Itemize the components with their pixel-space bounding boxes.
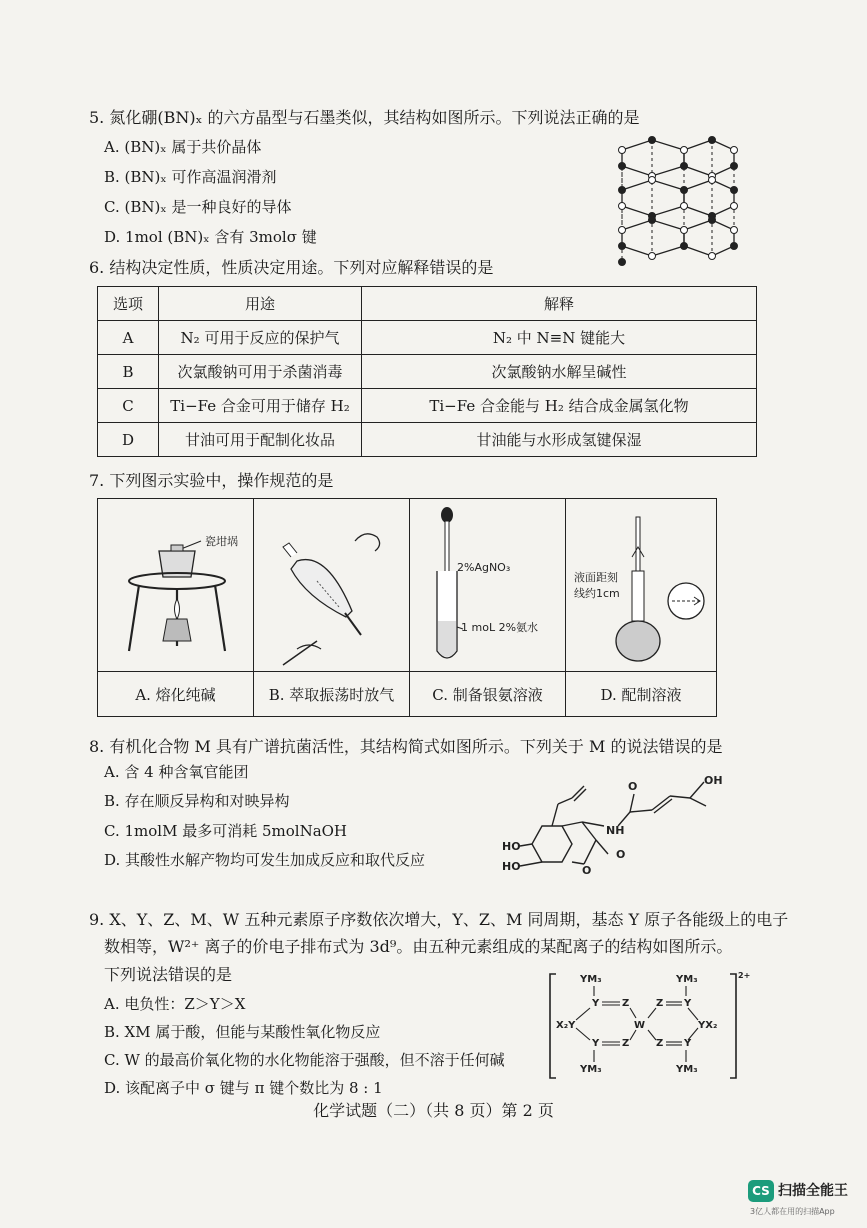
table-row <box>98 389 757 423</box>
q7-stem: 7. 下列图示实验中，操作规范的是 <box>89 471 334 490</box>
q5-option-b: B. (BN)ₓ 可作高温润滑剂 <box>104 168 277 186</box>
table-cell: A <box>98 321 159 355</box>
ho-label-2: HO <box>502 860 521 873</box>
q8-option-c: C. 1molM 最多可消耗 5molNaOH <box>104 822 348 840</box>
q8-option-a: A. 含 4 种含氧官能团 <box>104 763 249 781</box>
y-label: Y <box>592 998 600 1009</box>
flask-label-line2: 线约1cm <box>574 587 620 600</box>
q5-option-d: D. 1mol (BN)ₓ 含有 3molσ 键 <box>104 228 317 246</box>
q9-stem-line2: 数相等，W²⁺ 离子的价电子排布式为 3d⁹。由五种元素组成的某配离子的结构如图所示。 <box>104 937 733 956</box>
test-tube-dropper-icon <box>413 501 563 669</box>
table-cell: 甘油能与水形成氢键保湿 <box>362 423 757 457</box>
q7-figure-c <box>410 499 566 672</box>
q9-stem-line3: 下列说法错误的是 <box>104 965 233 984</box>
scanner-watermark <box>748 1178 867 1222</box>
ho-label-1: HO <box>502 840 521 853</box>
q9-stem-line1: 9. X、Y、Z、M、W 五种元素原子序数依次增大，Y、Z、M 同周期，基态 Y 原子各能级上的电子 <box>89 910 789 929</box>
page-footer: 化学试题（二）（共 8 页）第 2 页 <box>313 1101 554 1120</box>
table-header-row <box>98 287 757 321</box>
table-row <box>98 355 757 389</box>
q7-figure-b <box>254 499 410 672</box>
q7-label-c: C. 制备银氨溶液 <box>410 672 566 717</box>
q7-figure-a <box>98 499 254 672</box>
cs-logo-icon: CS <box>748 1180 774 1202</box>
table-cell: N₂ 可用于反应的保护气 <box>159 321 362 355</box>
q9-option-b: B. XM 属于酸，但能与某酸性氧化物反应 <box>104 1023 381 1041</box>
o-label-3: O <box>616 848 626 861</box>
ym3-label: YM₃ <box>676 974 698 985</box>
nh-label: NH <box>606 824 625 837</box>
ym3-label: YM₃ <box>580 1064 602 1075</box>
table-row <box>98 423 757 457</box>
x2y-label: X₂Y <box>556 1020 576 1031</box>
table-header-cell: 选项 <box>98 287 159 321</box>
charge-label: 2+ <box>738 971 750 980</box>
flask-label-line1: 液面距刻 <box>574 571 618 584</box>
table-cell: N₂ 中 N≡N 键能大 <box>362 321 757 355</box>
y-label: Y <box>684 1038 692 1049</box>
w-label: W <box>634 1020 646 1031</box>
table-row <box>98 321 757 355</box>
q7-figure-table <box>97 498 717 717</box>
agno3-label: 2%AgNO₃ <box>456 561 510 574</box>
brand-tagline: 3亿人都在用的扫描App <box>750 1207 835 1216</box>
table-cell: 次氯酸钠可用于杀菌消毒 <box>159 355 362 389</box>
q9-option-d: D. 该配离子中 σ 键与 π 键个数比为 8 : 1 <box>104 1079 383 1097</box>
yx2-label: YX₂ <box>698 1020 718 1031</box>
ammonia-label: 1 moL 2%氨水 <box>460 621 538 634</box>
q5-option-a: A. (BN)ₓ 属于共价晶体 <box>104 138 262 156</box>
complex-ion-structure <box>548 968 750 1086</box>
q8-option-d: D. 其酸性水解产物均可发生加成反应和取代反应 <box>104 851 426 869</box>
table-cell: Ti−Fe 合金可用于储存 H₂ <box>159 389 362 423</box>
oh-label-1: OH <box>704 774 723 787</box>
o-label-1: O <box>628 780 638 793</box>
z-label: Z <box>656 998 664 1009</box>
compound-m-structure <box>500 768 730 880</box>
q6-table <box>97 286 757 457</box>
ym3-label: YM₃ <box>676 1064 698 1075</box>
q7-figure-d <box>566 499 717 672</box>
table-header-cell: 解释 <box>362 287 757 321</box>
z-label: Z <box>622 1038 630 1049</box>
q6-stem: 6. 结构决定性质，性质决定用途。下列对应解释错误的是 <box>89 258 494 277</box>
separatory-funnel-icon <box>257 501 407 669</box>
y-label: Y <box>684 998 692 1009</box>
brand-name: 扫描全能王 <box>778 1183 848 1199</box>
crucible-label: 瓷坩埚 <box>204 535 238 548</box>
table-cell: B <box>98 355 159 389</box>
q9-option-c: C. W 的最高价氧化物的水化物能溶于强酸，但不溶于任何碱 <box>104 1051 505 1069</box>
table-cell: C <box>98 389 159 423</box>
z-label: Z <box>622 998 630 1009</box>
table-header-cell: 用途 <box>159 287 362 321</box>
q7-label-a: A. 熔化纯碱 <box>98 672 254 717</box>
q9-option-a: A. 电负性：Z＞Y＞X <box>104 995 246 1013</box>
y-label: Y <box>592 1038 600 1049</box>
q5-option-c: C. (BN)ₓ 是一种良好的导体 <box>104 198 292 216</box>
table-cell: Ti−Fe 合金能与 H₂ 结合成金属氢化物 <box>362 389 757 423</box>
q5-stem: 5. 氮化硼(BN)ₓ 的六方晶型与石墨类似，其结构如图所示。下列说法正确的是 <box>89 108 640 127</box>
q8-option-b: B. 存在顺反异构和对映异构 <box>104 792 290 810</box>
o-label-2: O <box>582 864 592 877</box>
bn-structure-figure <box>612 132 742 277</box>
z-label: Z <box>656 1038 664 1049</box>
table-cell: 甘油可用于配制化妆品 <box>159 423 362 457</box>
crucible-heating-icon <box>101 501 251 669</box>
table-cell: 次氯酸钠水解呈碱性 <box>362 355 757 389</box>
q7-label-b: B. 萃取振荡时放气 <box>254 672 410 717</box>
ym3-label: YM₃ <box>580 974 602 985</box>
q7-label-d: D. 配制溶液 <box>566 672 717 717</box>
volumetric-flask-icon <box>566 501 716 669</box>
q8-stem: 8. 有机化合物 M 具有广谱抗菌活性，其结构简式如图所示。下列关于 M 的说法错误的是 <box>89 737 723 756</box>
table-cell: D <box>98 423 159 457</box>
